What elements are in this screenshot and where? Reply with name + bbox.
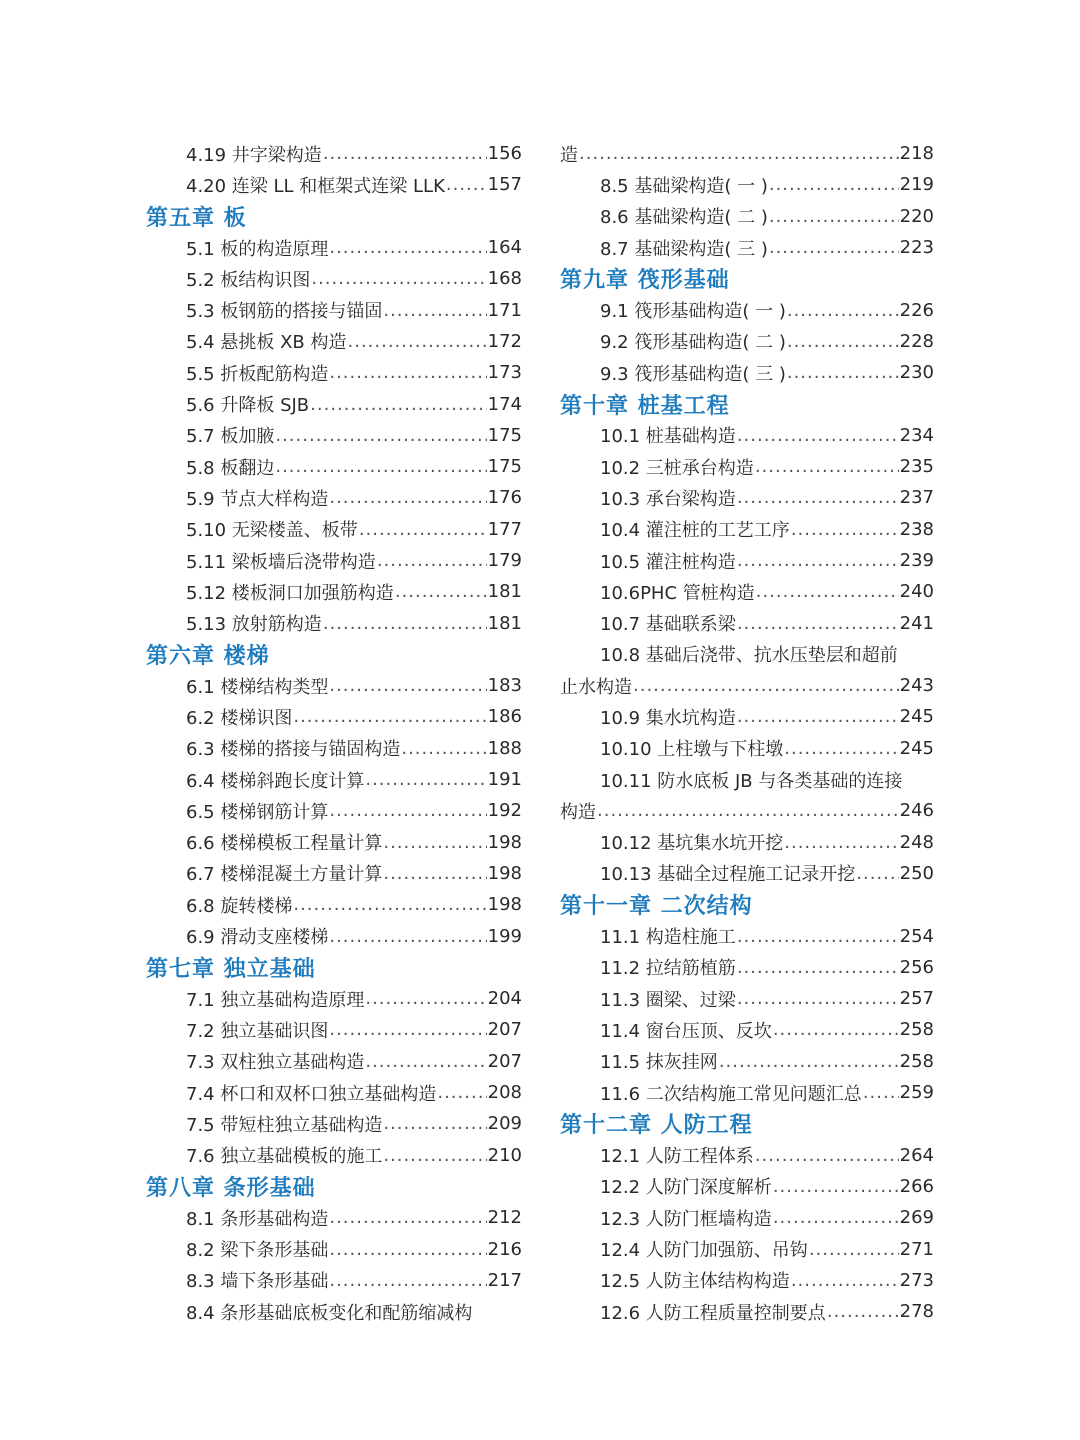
dot-leader — [809, 1239, 899, 1260]
toc-entry-11-6[interactable] — [560, 1077, 934, 1108]
toc-entry-8-1[interactable] — [146, 1202, 522, 1233]
dot-leader — [737, 706, 899, 727]
toc-entry-title: 10.2 三桩承台构造 — [600, 457, 754, 479]
toc-page-number: 217 — [487, 1269, 522, 1291]
toc-entry-4-20[interactable] — [146, 169, 522, 200]
toc-entry-5-1[interactable] — [146, 232, 522, 263]
toc-entry-title: 11.5 抹灰挂网 — [600, 1052, 718, 1074]
dot-leader — [791, 519, 899, 540]
toc-entry-5-12[interactable] — [146, 576, 522, 607]
toc-page-number: 246 — [899, 800, 934, 822]
toc-entry-title: 10.13 基础全过程施工记录开挖 — [600, 864, 856, 886]
toc-entry-title: 11.6 二次结构施工常见问题汇总 — [600, 1083, 862, 1105]
toc-page-number: 250 — [899, 862, 934, 884]
dot-leader — [293, 894, 486, 915]
toc-entry-title: 构造 — [560, 801, 596, 823]
dot-leader — [446, 174, 487, 195]
toc-entry-title: 5.10 无梁楼盖、板带 — [186, 520, 358, 542]
toc-page-number: 172 — [487, 330, 522, 352]
toc-entry-9-2[interactable] — [560, 326, 934, 357]
dot-leader — [755, 1145, 899, 1166]
toc-entry-title: 12.1 人防工程体系 — [600, 1146, 754, 1168]
dot-leader — [769, 174, 899, 195]
toc-entry-5-9[interactable] — [146, 482, 522, 513]
dot-leader — [784, 832, 898, 853]
toc-entry-title: 9.2 筏形基础构造( 二 ) — [600, 332, 786, 354]
toc-entry-title: 10.7 基础联系梁 — [600, 614, 736, 636]
toc-page-number: 258 — [899, 1019, 934, 1041]
toc-entry-9-3[interactable] — [560, 357, 934, 388]
toc-entry-10-5[interactable] — [560, 545, 934, 576]
toc-entry-7-3[interactable] — [146, 1046, 522, 1077]
dot-leader — [737, 425, 899, 446]
toc-entry-title: 12.6 人防工程质量控制要点 — [600, 1302, 826, 1324]
toc-entry-title: 5.4 悬挑板 XB 构造 — [186, 332, 347, 354]
toc-entry-title: 10.8 基础后浇带、抗水压垫层和超前 — [600, 645, 898, 667]
toc-entry-title: 11.2 拉结筋植筋 — [600, 958, 736, 980]
toc-entry-title: 6.8 旋转楼梯 — [186, 895, 293, 917]
toc-page-number: 168 — [487, 268, 522, 290]
dot-leader — [383, 300, 486, 321]
toc-entry-title: 10.10 上柱墩与下柱墩 — [600, 739, 784, 761]
toc-entry-title: 6.5 楼梯钢筋计算 — [186, 801, 329, 823]
toc-page-number: 212 — [487, 1207, 522, 1229]
toc-entry-6-4[interactable] — [146, 764, 522, 795]
toc-page-number: 156 — [487, 143, 522, 165]
toc-entry-title: 5.7 板加腋 — [186, 426, 275, 448]
chapter-heading[interactable]: 第十二章 人防工程 — [560, 1113, 753, 1139]
toc-left-column — [146, 138, 522, 1327]
toc-page-number: 204 — [487, 988, 522, 1010]
toc-entry-continuation[interactable] — [560, 670, 934, 701]
toc-entry-11-5[interactable] — [560, 1046, 934, 1077]
dot-leader — [329, 362, 486, 383]
toc-entry-title: 5.2 板结构识图 — [186, 269, 311, 291]
toc-entry-5-7[interactable] — [146, 420, 522, 451]
toc-entry-7-5[interactable] — [146, 1108, 522, 1139]
dot-leader — [329, 926, 486, 947]
chapter-heading[interactable]: 第十一章 二次结构 — [560, 894, 753, 920]
toc-entry-title: 10.6PHC 管桩构造 — [600, 582, 755, 604]
toc-page-number: 218 — [899, 143, 934, 165]
toc-page-number: 199 — [487, 925, 522, 947]
toc-entry-title: 7.6 独立基础模板的施工 — [186, 1146, 383, 1168]
toc-entry-title: 4.20 连梁 LL 和框架式连梁 LLK — [186, 175, 445, 197]
dot-leader — [773, 1207, 899, 1228]
toc-entry-title: 7.5 带短柱独立基础构造 — [186, 1114, 383, 1136]
toc-entry-11-1[interactable] — [560, 920, 934, 951]
toc-page-number: 174 — [487, 393, 522, 415]
dot-leader — [383, 832, 486, 853]
toc-entry-10-4[interactable] — [560, 514, 934, 545]
dot-leader — [737, 988, 899, 1009]
dot-leader — [347, 331, 486, 352]
toc-page-number: 273 — [899, 1269, 934, 1291]
toc-page-number: 240 — [899, 581, 934, 603]
toc-entry-title: 10.4 灌注桩的工艺工序 — [600, 520, 790, 542]
toc-entry-title: 11.1 构造柱施工 — [600, 927, 736, 949]
dot-leader — [329, 1270, 486, 1291]
toc-entry-5-8[interactable] — [146, 451, 522, 482]
dot-leader — [737, 550, 899, 571]
toc-entry-11-2[interactable] — [560, 952, 934, 983]
dot-leader — [275, 456, 486, 477]
toc-entry-8-3[interactable] — [146, 1265, 522, 1296]
toc-entry-continuation[interactable] — [560, 795, 934, 826]
toc-entry-title: 12.5 人防主体结构构造 — [600, 1271, 790, 1293]
toc-entry-title: 6.1 楼梯结构类型 — [186, 676, 329, 698]
toc-entry-title: 10.5 灌注桩构造 — [600, 551, 736, 573]
toc-page-number: 258 — [899, 1050, 934, 1072]
dot-leader — [275, 425, 486, 446]
toc-page-number: 175 — [487, 456, 522, 478]
toc-page-number: 223 — [899, 237, 934, 259]
toc-page-number: 226 — [899, 299, 934, 321]
toc-entry-title: 10.9 集水坑构造 — [600, 707, 736, 729]
dot-leader — [791, 1270, 899, 1291]
toc-page-number: 228 — [899, 330, 934, 352]
toc-page-number: 245 — [899, 737, 934, 759]
toc-entry-8-4[interactable] — [146, 1296, 522, 1327]
toc-page-number: 192 — [487, 800, 522, 822]
toc-entry-5-4[interactable] — [146, 326, 522, 357]
toc-entry-title: 8.2 梁下条形基础 — [186, 1240, 329, 1262]
toc-page-number: 264 — [899, 1144, 934, 1166]
dot-leader — [769, 206, 899, 227]
toc-entry-8-6[interactable] — [560, 201, 934, 232]
dot-leader — [329, 1207, 486, 1228]
toc-entry-title: 5.6 升降板 SJB — [186, 395, 310, 417]
dot-leader — [359, 519, 487, 540]
toc-entry-10-2[interactable] — [560, 451, 934, 482]
toc-page-number: 248 — [899, 831, 934, 853]
toc-page-number: 238 — [899, 518, 934, 540]
toc-entry-8-7[interactable] — [560, 232, 934, 263]
toc-entry-5-10[interactable] — [146, 514, 522, 545]
toc-page-number: 183 — [487, 675, 522, 697]
toc-entry-title: 5.5 折板配筋构造 — [186, 363, 329, 385]
dot-leader — [365, 1051, 486, 1072]
toc-right-column — [560, 138, 934, 1327]
toc-entry-title: 8.6 基础梁构造( 二 ) — [600, 207, 768, 229]
chapter-heading[interactable]: 第十章 桩基工程 — [560, 393, 730, 419]
toc-page-number: 239 — [899, 550, 934, 571]
toc-entry-12-1[interactable] — [560, 1140, 934, 1171]
toc-page-number: 237 — [899, 487, 934, 509]
toc-entry-7-6[interactable] — [146, 1140, 522, 1171]
dot-leader — [383, 1145, 486, 1166]
toc-entry-10-13[interactable] — [560, 858, 934, 889]
toc-entry-7-2[interactable] — [146, 1014, 522, 1045]
toc-page-number: 176 — [487, 487, 522, 509]
dot-leader — [401, 738, 486, 759]
toc-entry-7-4[interactable] — [146, 1077, 522, 1108]
dot-leader — [787, 331, 899, 352]
toc-page-number: 259 — [899, 1082, 934, 1104]
toc-entry-title: 6.4 楼梯斜跑长度计算 — [186, 770, 365, 792]
dot-leader — [737, 487, 899, 508]
dot-leader — [856, 863, 898, 884]
toc-page-number: 245 — [899, 706, 934, 728]
toc-page-number: 181 — [487, 581, 522, 603]
toc-entry-12-4[interactable] — [560, 1233, 934, 1264]
toc-entry-title: 6.7 楼梯混凝土方量计算 — [186, 864, 383, 886]
toc-entry-6-5[interactable] — [146, 795, 522, 826]
toc-entry-title: 10.12 基坑集水坑开挖 — [600, 833, 784, 855]
toc-entry-title: 止水构造 — [560, 676, 632, 698]
toc-page-number: 171 — [487, 299, 522, 321]
toc-entry-5-13[interactable] — [146, 607, 522, 638]
toc-entry-title: 6.6 楼梯模板工程量计算 — [186, 833, 383, 855]
dot-leader — [323, 143, 487, 164]
dot-leader — [737, 926, 899, 947]
dot-leader — [311, 268, 486, 289]
toc-page-number: 173 — [487, 362, 522, 384]
toc-page-number: 177 — [487, 518, 522, 540]
toc-entry-11-4[interactable] — [560, 1014, 934, 1045]
toc-entry-12-6[interactable] — [560, 1296, 934, 1327]
toc-entry-5-11[interactable] — [146, 545, 522, 576]
toc-entry-title: 7.3 双柱独立基础构造 — [186, 1052, 365, 1074]
toc-entry-4-19[interactable] — [146, 138, 522, 169]
toc-entry-8-5[interactable] — [560, 169, 934, 200]
toc-page-number: 269 — [899, 1207, 934, 1229]
dot-leader — [773, 1176, 899, 1197]
dot-leader — [827, 1301, 899, 1322]
toc-entry-title: 6.2 楼梯识图 — [186, 707, 293, 729]
toc-page-number: 186 — [487, 706, 522, 728]
toc-page-number: 254 — [899, 925, 934, 947]
dot-leader — [329, 800, 486, 821]
toc-entry-5-6[interactable] — [146, 388, 522, 419]
dot-leader — [633, 675, 899, 696]
dot-leader — [365, 769, 486, 790]
toc-page-number: 164 — [487, 237, 522, 259]
toc-entry-5-5[interactable] — [146, 357, 522, 388]
toc-page-number: 209 — [487, 1113, 522, 1135]
toc-entry-title: 7.2 独立基础识图 — [186, 1020, 329, 1042]
toc-entry-7-1[interactable] — [146, 983, 522, 1014]
dot-leader — [579, 143, 899, 164]
toc-entry-5-2[interactable] — [146, 263, 522, 294]
dot-leader — [784, 738, 898, 759]
dot-leader — [773, 1019, 899, 1040]
dot-leader — [383, 863, 486, 884]
toc-page-number: 210 — [487, 1144, 522, 1166]
dot-leader — [329, 675, 486, 696]
dot-leader — [719, 1051, 899, 1072]
toc-entry-title: 8.4 条形基础底板变化和配筋缩减构 — [186, 1302, 473, 1324]
dot-leader — [755, 456, 899, 477]
toc-entry-title: 9.3 筏形基础构造( 三 ) — [600, 363, 786, 385]
toc-entry-8-2[interactable] — [146, 1233, 522, 1264]
toc-entry-title: 5.9 节点大样构造 — [186, 488, 329, 510]
toc-page-number: 278 — [899, 1301, 934, 1323]
toc-entry-title: 5.8 板翻边 — [186, 457, 275, 479]
toc-entry-10-6[interactable] — [560, 576, 934, 607]
dot-leader — [329, 487, 486, 508]
dot-leader — [377, 550, 487, 571]
toc-entry-11-3[interactable] — [560, 983, 934, 1014]
toc-entry-12-3[interactable] — [560, 1202, 934, 1233]
toc-page-number: 271 — [899, 1238, 934, 1260]
toc-entry-10-9[interactable] — [560, 701, 934, 732]
toc-page-number: 198 — [487, 831, 522, 853]
toc-entry-title: 10.11 防水底板 JB 与各类基础的连接 — [600, 770, 903, 792]
toc-entry-title: 10.1 桩基础构造 — [600, 426, 736, 448]
toc-page-number: 188 — [487, 737, 522, 759]
toc-entry-title: 6.9 滑动支座楼梯 — [186, 927, 329, 949]
toc-entry-10-12[interactable] — [560, 827, 934, 858]
toc-page-number: 234 — [899, 424, 934, 446]
toc-entry-10-11[interactable] — [560, 764, 934, 795]
dot-leader — [329, 237, 486, 258]
toc-page-number: 219 — [899, 174, 934, 196]
toc-page-number: 208 — [487, 1082, 522, 1104]
dot-leader — [737, 613, 899, 634]
toc-page-number: 235 — [899, 456, 934, 478]
dot-leader — [293, 706, 486, 727]
toc-page-number: 157 — [487, 174, 522, 196]
toc-page-number: 266 — [899, 1175, 934, 1197]
toc-entry-continuation[interactable] — [560, 138, 934, 169]
dot-leader — [383, 1113, 486, 1134]
toc-page-number: 256 — [899, 956, 934, 978]
toc-entry-title: 5.13 放射筋构造 — [186, 614, 322, 636]
toc-entry-title: 9.1 筏形基础构造( 一 ) — [600, 301, 786, 323]
toc-entry-title: 5.12 楼板洞口加强筋构造 — [186, 582, 394, 604]
chapter-heading[interactable]: 第六章 楼梯 — [146, 643, 270, 669]
dot-leader — [769, 237, 899, 258]
toc-page-number: 220 — [899, 205, 934, 227]
toc-entry-5-3[interactable] — [146, 294, 522, 325]
dot-leader — [310, 394, 486, 415]
chapter-heading[interactable]: 第八章 条形基础 — [146, 1175, 316, 1201]
dot-leader — [329, 1239, 486, 1260]
dot-leader — [787, 300, 899, 321]
toc-entry-title: 10.3 承台梁构造 — [600, 488, 736, 510]
toc-page-number: 175 — [487, 424, 522, 446]
chapter-heading[interactable]: 第九章 筏形基础 — [560, 268, 730, 294]
toc-page-number: 243 — [899, 675, 934, 697]
dot-leader — [323, 613, 487, 634]
dot-leader — [756, 581, 899, 602]
toc-page-number: 207 — [487, 1019, 522, 1041]
dot-leader — [737, 957, 899, 978]
toc-entry-title: 造 — [560, 144, 578, 166]
toc-entry-12-5[interactable] — [560, 1265, 934, 1296]
toc-entry-title: 7.4 杯口和双杯口独立基础构造 — [186, 1083, 437, 1105]
chapter-heading[interactable]: 第七章 独立基础 — [146, 956, 316, 982]
toc-entry-title: 12.3 人防门框墙构造 — [600, 1208, 772, 1230]
toc-entry-10-8[interactable] — [560, 639, 934, 670]
toc-entry-10-10[interactable] — [560, 733, 934, 764]
toc-entry-10-1[interactable] — [560, 420, 934, 451]
dot-leader — [597, 800, 899, 821]
toc-entry-9-1[interactable] — [560, 294, 934, 325]
chapter-heading[interactable]: 第五章 板 — [146, 205, 247, 231]
toc-entry-title: 8.7 基础梁构造( 三 ) — [600, 238, 768, 260]
toc-entry-10-3[interactable] — [560, 482, 934, 513]
toc-entry-title: 5.11 梁板墙后浇带构造 — [186, 551, 376, 573]
toc-entry-6-6[interactable] — [146, 827, 522, 858]
toc-page-number: 241 — [899, 612, 934, 634]
toc-entry-6-7[interactable] — [146, 858, 522, 889]
toc-entry-title: 6.3 楼梯的搭接与锚固构造 — [186, 739, 401, 761]
toc-entry-title: 8.5 基础梁构造( 一 ) — [600, 175, 768, 197]
toc-entry-title: 11.4 窗台压顶、反坎 — [600, 1020, 772, 1042]
toc-entry-title: 5.3 板钢筋的搭接与锚固 — [186, 301, 383, 323]
dot-leader — [863, 1082, 899, 1103]
dot-leader — [395, 581, 487, 602]
toc-page-number: 181 — [487, 612, 522, 634]
toc-page-number: 216 — [487, 1238, 522, 1260]
toc-entry-6-3[interactable] — [146, 733, 522, 764]
dot-leader — [787, 362, 899, 383]
toc-page-number: 207 — [487, 1050, 522, 1072]
toc-entry-6-8[interactable] — [146, 889, 522, 920]
toc-page-number: 230 — [899, 362, 934, 384]
toc-page-number: 257 — [899, 988, 934, 1010]
toc-page-number: 198 — [487, 894, 522, 916]
toc-entry-title: 12.2 人防门深度解析 — [600, 1177, 772, 1199]
toc-entry-title: 4.19 井字梁构造 — [186, 144, 322, 166]
toc-page-number: 191 — [487, 769, 522, 791]
toc-entry-10-7[interactable] — [560, 607, 934, 638]
toc-entry-title: 5.1 板的构造原理 — [186, 238, 329, 260]
toc-entry-title: 11.3 圈梁、过梁 — [600, 989, 736, 1011]
toc-entry-12-2[interactable] — [560, 1171, 934, 1202]
toc-entry-6-2[interactable] — [146, 701, 522, 732]
dot-leader — [329, 1019, 486, 1040]
toc-page-number: 179 — [487, 550, 522, 571]
dot-leader — [437, 1082, 486, 1103]
toc-entry-title: 7.1 独立基础构造原理 — [186, 989, 365, 1011]
toc-entry-title: 8.3 墙下条形基础 — [186, 1271, 329, 1293]
toc-entry-title: 12.4 人防门加强筋、吊钩 — [600, 1240, 808, 1262]
toc-entry-title: 8.1 条形基础构造 — [186, 1208, 329, 1230]
toc-entry-6-9[interactable] — [146, 920, 522, 951]
toc-entry-6-1[interactable] — [146, 670, 522, 701]
toc-page-number: 198 — [487, 862, 522, 884]
dot-leader — [365, 988, 486, 1009]
